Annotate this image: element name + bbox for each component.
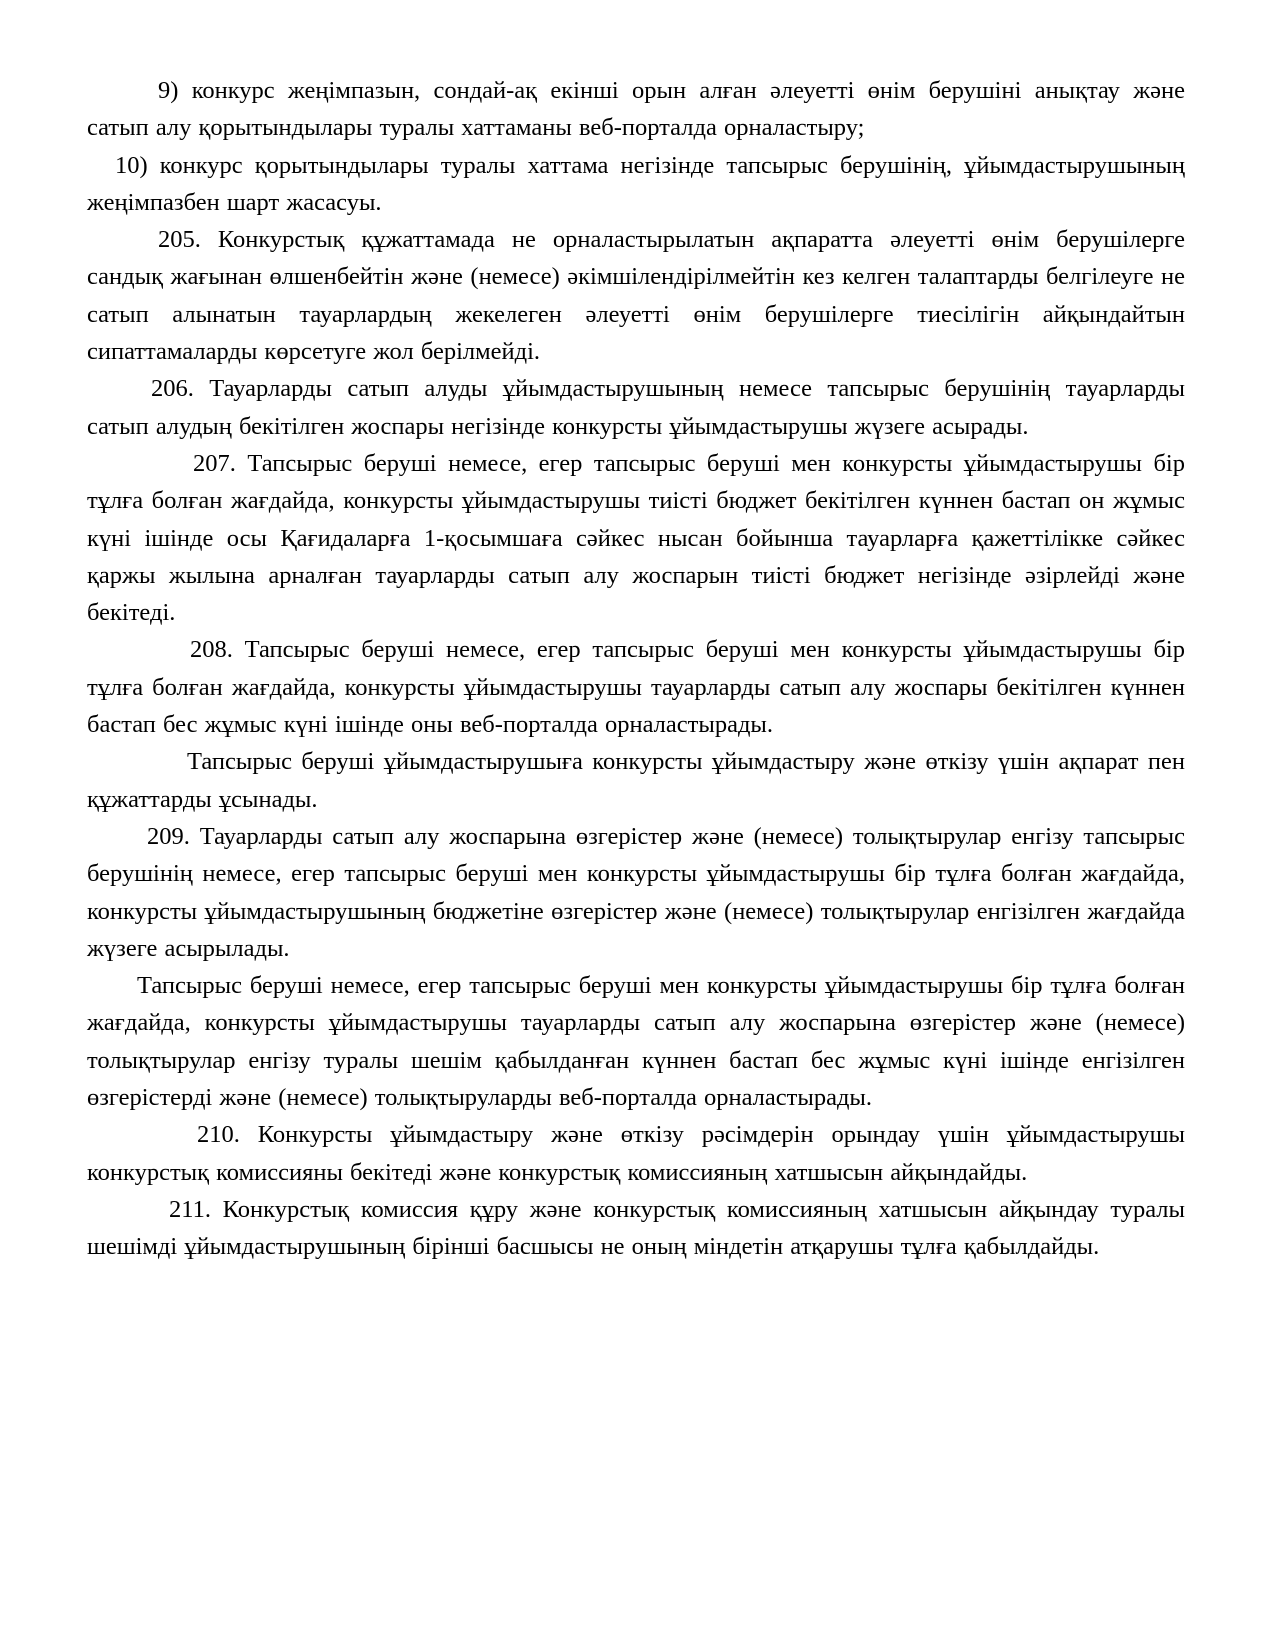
paragraph-211: 211. Конкурстық комиссия құру және конкурстық комиссияның хатшысын айқындау туралы шешімді ұйымдастырушының бірінші басшысы не оның міндетін атқарушы тұлға қабылдайды. (87, 1195, 1185, 1261)
paragraph-208-continuation: Тапсырыс беруші ұйымдастырушыға конкурсты ұйымдастыру және өткізу үшін ақпарат пен құжаттарды ұсынады. (87, 748, 1185, 813)
paragraph-205: 205. Конкурстық құжаттамада не орналастырылатын ақпаратта әлеуетті өнім берушілерге сандық жағынан өлшенбейтін және (немесе) әкімшілендірілмейтін кез келген талаптарды белгілеуге не сатып алынатын тауарлардың жекелеген әлеуетті өнім берушілерге тиесілігін айқындайтын сипаттамаларды көрсетуге жол берілмейді. (87, 226, 1185, 366)
paragraph-208: 208. Тапсырыс беруші немесе, егер тапсырыс беруші мен конкурсты ұйымдастырушы бір тұлға болған жағдайда, конкурсты ұйымдастырушы тауарларды сатып алу жоспары бекітілген күннен бастап бес жұмыс күні ішінде оны веб-порталда орналастырады. (87, 636, 1185, 739)
paragraph-207: 207. Тапсырыс беруші немесе, егер тапсырыс беруші мен конкурсты ұйымдастырушы бір тұлға болған жағдайда, конкурсты ұйымдастырушы тиісті бюджет бекітілген күннен бастап он жұмыс күні ішінде осы Қағидаларға 1-қосымшаға сәйкес нысан бойынша тауарларға қажеттілікке сәйкес қаржы жылына арналған тауарларды сатып алу жоспарын тиісті бюджет негізінде әзірлейді және бекітеді. (87, 449, 1185, 627)
paragraph-210: 210. Конкурсты ұйымдастыру және өткізу рәсімдерін орындау үшін ұйымдастырушы конкурстық комиссияны бекітеді және конкурстық комиссияның хатшысын айқындайды. (87, 1121, 1185, 1186)
paragraph-item-10: 10) конкурс қорытындылары туралы хаттама негізінде тапсырыс берушінің, ұйымдастырушының жеңімпазбен шарт жасасуы. (87, 151, 1185, 216)
paragraph-206: 206. Тауарларды сатып алуды ұйымдастырушының немесе тапсырыс берушінің тауарларды сатып алудың бекітілген жоспары негізінде конкурсты ұйымдастырушы жүзеге асырады. (87, 375, 1185, 440)
paragraph-item-9: 9) конкурс жеңімпазын, сондай-ақ екінші орын алған әлеуетті өнім берушіні анықтау және сатып алу қорытындылары туралы хаттаманы веб-порталда орналастыру; (87, 77, 1185, 142)
paragraph-209: 209. Тауарларды сатып алу жоспарына өзгерістер және (немесе) толықтырулар енгізу тапсырыс берушінің немесе, егер тапсырыс беруші мен конкурсты ұйымдастырушы бір тұлға болған жағдайда, конкурсты ұйымдастырушының бюджетіне өзгерістер және (немесе) толықтырулар енгізілген жағдайда жүзеге асырылады. (87, 822, 1185, 962)
paragraph-209-continuation: Тапсырыс беруші немесе, егер тапсырыс беруші мен конкурсты ұйымдастырушы бір тұлға болған жағдайда, конкурсты ұйымдастырушы тауарларды сатып алу жоспарына өзгерістер және (немесе) толықтырулар енгізу туралы шешім қабылданған күннен бастап бес жұмыс күні ішінде енгізілген өзгерістерді және (немесе) толықтыруларды веб-порталда орналастырады. (87, 972, 1185, 1112)
